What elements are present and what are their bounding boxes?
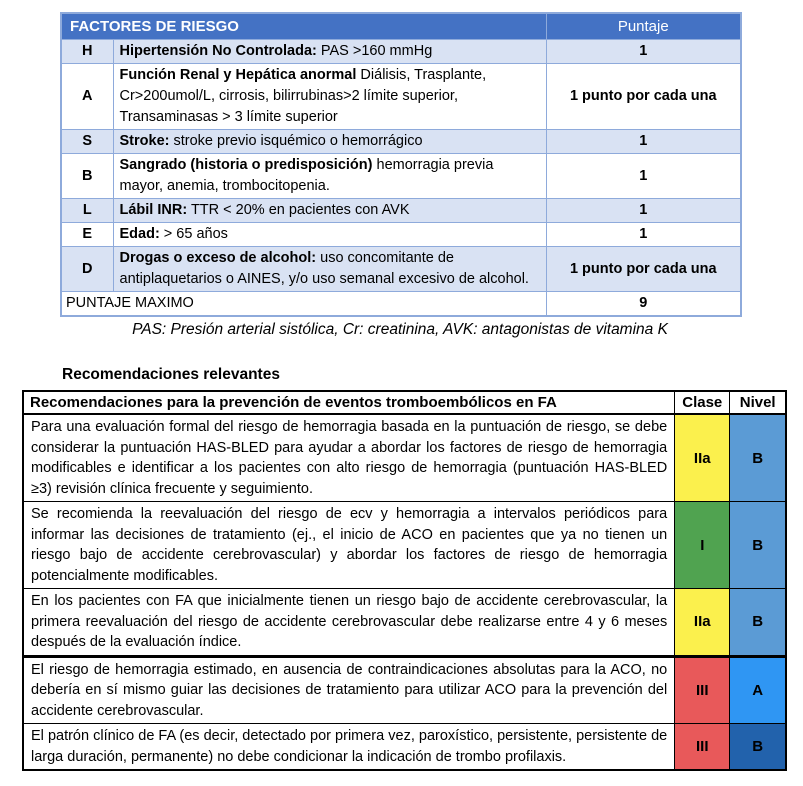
risk-table-footer-row <box>61 292 741 317</box>
risk-factor-name: Stroke: <box>119 133 170 149</box>
risk-factor-name: Función Renal y Hepática anormal <box>119 67 357 83</box>
recommendations-table <box>22 390 787 771</box>
risk-score: 1 <box>546 199 741 223</box>
risk-factor-detail: > 65 años <box>159 226 228 242</box>
risk-letter: E <box>61 223 113 247</box>
level-badge: B <box>730 414 786 502</box>
risk-letter: S <box>61 130 113 154</box>
risk-score: 1 punto por cada una <box>546 64 741 130</box>
recommendation-text: El patrón clínico de FA (es decir, detectado por primera vez, paroxístico, persistente, persistente de larga duración, permanente) no debe condicionar la indicación de trombo profilaxis. <box>23 724 675 771</box>
recommendation-text: El riesgo de hemorragia estimado, en ausencia de contraindicaciones absolutas para la ACO, no debería en sí mismo guiar las decisiones de tratamiento para utilizar ACO para la prevención del accidente cerebrovascular. <box>23 656 675 724</box>
table-row <box>23 414 786 502</box>
recommendation-text: Se recomienda la reevaluación del riesgo de ecv y hemorragia a intervalos periódicos para informar las decisiones de tratamiento (ej., el inicio de ACO en pacientes que ya no tienen un riesgo bajo de accidente cerebrovascular) y abordar los factores de riesgo de hemorragia potencialmente modificables. <box>23 502 675 589</box>
risk-score: 1 <box>546 130 741 154</box>
table-row <box>61 199 741 223</box>
class-badge: I <box>675 502 730 589</box>
max-score-value: 9 <box>546 292 741 317</box>
table-row <box>61 247 741 292</box>
class-badge: III <box>675 724 730 771</box>
risk-letter: H <box>61 40 113 64</box>
risk-description <box>113 40 546 64</box>
risk-factor-name: Lábil INR: <box>119 202 188 218</box>
level-badge: B <box>730 589 786 657</box>
risk-letter: A <box>61 64 113 130</box>
risk-description <box>113 64 546 130</box>
risk-factor-name: Edad: <box>119 226 160 242</box>
risk-letter: B <box>61 154 113 199</box>
table-row <box>61 130 741 154</box>
recommendations-section-title: Recomendaciones relevantes <box>62 366 280 383</box>
risk-score: 1 <box>546 40 741 64</box>
risk-factor-detail: hemorragia previa mayor, anemia, trombocitopenia. <box>119 157 494 194</box>
risk-factor-detail: TTR < 20% en pacientes con AVK <box>187 202 410 218</box>
table-row <box>61 40 741 64</box>
risk-letter: L <box>61 199 113 223</box>
table-row <box>23 724 786 771</box>
risk-factor-name: Sangrado (historia o predisposición) <box>119 157 373 173</box>
table-row <box>23 656 786 724</box>
table-row <box>61 223 741 247</box>
recommendation-text: Para una evaluación formal del riesgo de hemorragia basada en la puntuación de riesgo, se debe considerar la puntuación HAS-BLED para ayudar a abordar los factores de riesgo de hemorragia modificables e identificar a los pacientes con alto riesgo de hemorragia (puntuación HAS-BLED ≥3) revisión clínica frecuente y seguimiento. <box>23 414 675 502</box>
risk-description <box>113 199 546 223</box>
risk-factor-name: Drogas o exceso de alcohol: <box>119 250 317 266</box>
risk-score: 1 <box>546 154 741 199</box>
recommendations-header-main: Recomendaciones para la prevención de eventos tromboembólicos en FA <box>23 391 675 414</box>
recommendation-text: En los pacientes con FA que inicialmente tienen un riesgo bajo de accidente cerebrovascular, la primera reevaluación del riesgo de accidente cerebrovascular debe realizarse entre 4 y 6 meses después de la evaluación índice. <box>23 589 675 657</box>
level-badge: B <box>730 502 786 589</box>
table-row <box>23 502 786 589</box>
risk-table-score-header: Puntaje <box>546 13 741 40</box>
class-badge: III <box>675 656 730 724</box>
level-badge: A <box>730 656 786 724</box>
risk-factor-detail: uso concomitante de antiplaquetarios o AINES, y/o uso semanal excesivo de alcohol. <box>119 250 529 287</box>
class-badge: IIa <box>675 589 730 657</box>
risk-factor-detail: Diálisis, Trasplante, Cr>200umol/L, cirrosis, bilirrubinas>2 límite superior, Transaminasas > 3 límite superior <box>119 67 487 125</box>
risk-description <box>113 247 546 292</box>
risk-description <box>113 154 546 199</box>
table-row <box>61 64 741 130</box>
risk-description <box>113 223 546 247</box>
class-badge: IIa <box>675 414 730 502</box>
table-row <box>61 154 741 199</box>
risk-score: 1 <box>546 223 741 247</box>
recommendations-header-clase: Clase <box>675 391 730 414</box>
risk-score: 1 punto por cada una <box>546 247 741 292</box>
risk-description <box>113 130 546 154</box>
table-row <box>23 589 786 657</box>
risk-table-header-row <box>61 13 741 40</box>
max-score-label: PUNTAJE MAXIMO <box>61 292 546 317</box>
risk-factor-detail: PAS >160 mmHg <box>316 43 433 59</box>
recommendations-header-row <box>23 391 786 414</box>
risk-letter: D <box>61 247 113 292</box>
abbreviations-caption: PAS: Presión arterial sistólica, Cr: creatinina, AVK: antagonistas de vitamina K <box>132 321 668 338</box>
level-badge: B <box>730 724 786 771</box>
risk-factor-detail: stroke previo isquémico o hemorrágico <box>169 133 423 149</box>
risk-table-title: FACTORES DE RIESGO <box>61 13 546 40</box>
risk-factors-table <box>60 12 742 317</box>
recommendations-header-nivel: Nivel <box>730 391 786 414</box>
risk-factor-name: Hipertensión No Controlada: <box>119 43 317 59</box>
risk-factors-table-wrap <box>60 12 740 317</box>
